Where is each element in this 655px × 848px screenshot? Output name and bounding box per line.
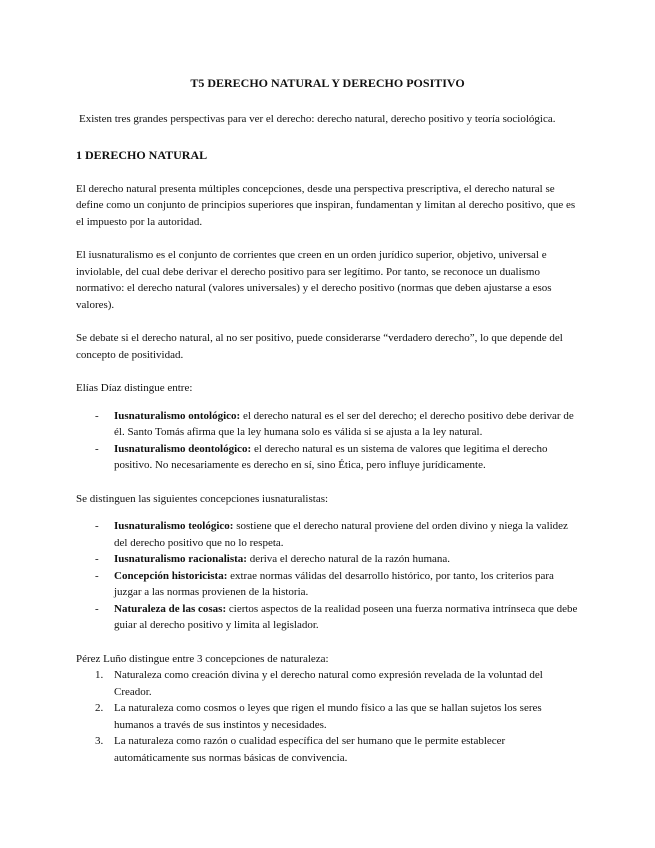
concepciones-list <box>76 518 579 634</box>
dash-bullet: - <box>95 520 99 532</box>
list-text: el derecho natural es un sistema de valores que legitima el derecho positivo. No necesariamente es derecho en sí, sino Ética, pero influye jurídicamente. <box>114 442 548 471</box>
list-text: extrae normas válidas del desarrollo histórico, por tanto, los criterios para juzgar a las normas provienen de la historia. <box>114 569 554 598</box>
paragraph: Se debate si el derecho natural, al no ser positivo, puede considerarse “verdadero derecho”, lo que depende del concepto de positividad. <box>76 332 563 361</box>
list-term: Iusnaturalismo deontológico: <box>114 442 252 455</box>
list-number: 3. <box>95 735 104 747</box>
list-text: sostiene que el derecho natural proviene del orden divino y niega la validez del derecho positivo que no lo respeta. <box>114 520 568 549</box>
list-item <box>76 551 579 568</box>
dash-bullet: - <box>95 569 99 582</box>
list-item <box>76 408 579 441</box>
list-text: La naturaleza como razón o cualidad específica del ser humano que le permite establecer automáticamente sus normas básicas de convivencia. <box>114 735 506 764</box>
list-item <box>76 568 579 601</box>
list-term: Concepción historicista: <box>114 569 228 582</box>
list-item <box>76 601 579 634</box>
list-item <box>76 733 579 766</box>
list-term: Naturaleza de las cosas: <box>114 602 227 615</box>
dash-bullet: - <box>95 602 99 615</box>
paragraph: El derecho natural presenta múltiples concepciones, desde una perspectiva prescriptiva, el derecho natural se define como un conjunto de principios superiores que inspiran, fundamentan y limitan al derecho positivo, que es el impuesto por la autoridad. <box>76 182 576 228</box>
dash-bullet: - <box>95 553 99 565</box>
paragraph: Pérez Luño distingue entre 3 concepciones de naturaleza: <box>76 652 329 665</box>
document-title: T5 DERECHO NATURAL Y DERECHO POSITIVO <box>190 76 465 90</box>
list-item <box>76 518 579 551</box>
list-number: 2. <box>95 702 104 714</box>
paragraph: Se distinguen las siguientes concepciones iusnaturalistas: <box>76 492 329 505</box>
intro-paragraph: Existen tres grandes perspectivas para ver el derecho: derecho natural, derecho positivo y teoría sociológica. <box>79 113 556 125</box>
dash-bullet: - <box>95 409 99 422</box>
diaz-list <box>76 408 579 474</box>
dash-bullet: - <box>95 442 99 455</box>
list-item <box>76 667 579 700</box>
list-term: Iusnaturalismo teológico: <box>114 520 234 532</box>
naturaleza-list <box>76 667 579 766</box>
list-text: el derecho natural es el ser del derecho; el derecho positivo debe derivar de él. Santo Tomás afirma que la ley humana solo es válida si se ajusta a la ley natural. <box>114 409 574 438</box>
paragraph: Elías Díaz distingue entre: <box>76 382 193 394</box>
list-item <box>76 441 579 474</box>
paragraph: El iusnaturalismo es el conjunto de corrientes que creen en un orden jurídico superior, objetivo, universal e inviolable, del cual debe derivar el derecho positivo para ser legítimo. Por tanto, se reconoce un dualismo normativo: el derecho natural (valores universales) y el derecho positivo (normas que deben ajustarse a esos valores). <box>76 249 552 311</box>
list-term: Iusnaturalismo racionalista: <box>114 553 247 565</box>
list-text: La naturaleza como cosmos o leyes que rigen el mundo físico a las que se hallan sujetos los seres humanos a través de sus instintos y necesidades. <box>114 702 542 731</box>
section-heading: 1 DERECHO NATURAL <box>76 147 208 162</box>
list-item <box>76 700 579 733</box>
list-text: ciertos aspectos de la realidad poseen una fuerza normativa intrínseca que debe guiar al derecho positivo y limita al legislador. <box>114 602 578 631</box>
list-text: Naturaleza como creación divina y el derecho natural como expresión revelada de la voluntad del Creador. <box>114 669 543 698</box>
list-number: 1. <box>95 669 104 681</box>
list-text: deriva el derecho natural de la razón humana. <box>246 553 451 565</box>
list-term: Iusnaturalismo ontológico: <box>114 409 241 422</box>
